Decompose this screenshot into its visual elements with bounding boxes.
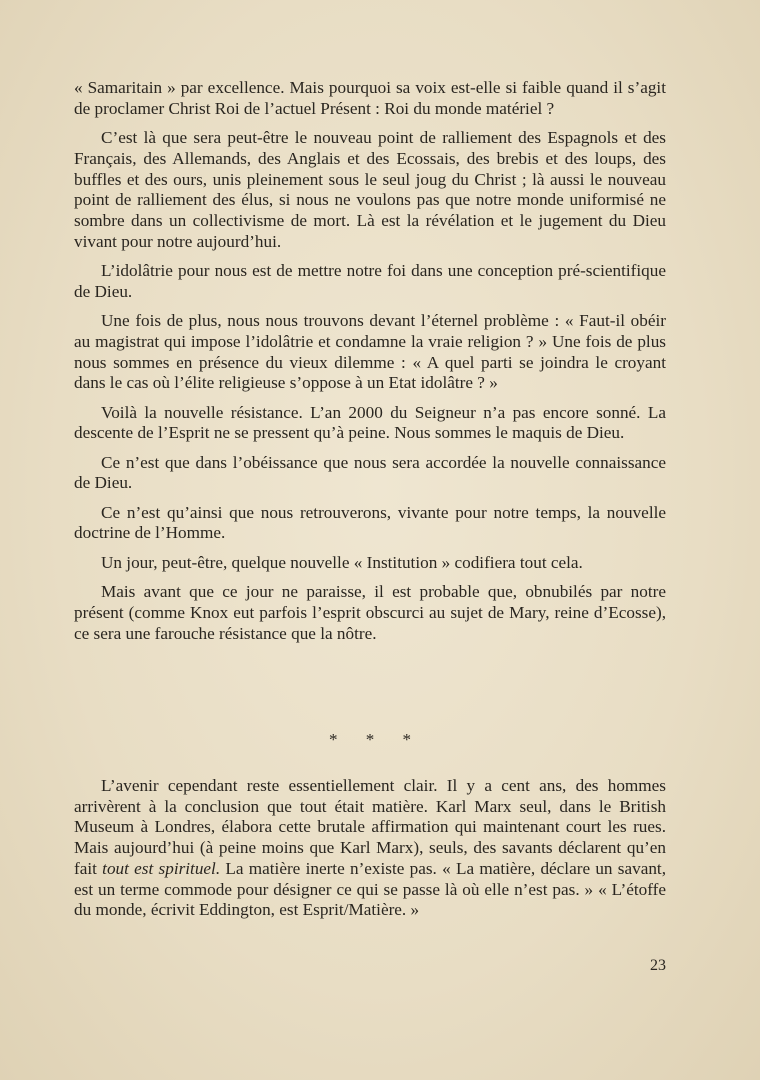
- paragraph: Une fois de plus, nous nous trouvons devant l’éternel problème : « Faut-il obéir au magistrat qui impose l’idolâtrie et condamne la vraie religion ? » Une fois de plus nous sommes en présence du vieux dilemme : « A quel parti se joindra le croyant dans le cas où l’élite religieuse s’oppose à un Etat idolâtre ? »: [74, 311, 666, 393]
- italic-phrase: tout est spirituel.: [102, 858, 221, 878]
- paragraph: Ce n’est que dans l’obéissance que nous sera accordée la nouvelle connaissance de Dieu.: [74, 452, 666, 493]
- paragraph: L’idolâtrie pour nous est de mettre notre foi dans une conception pré-scientifique de Dieu.: [74, 261, 666, 301]
- paragraph: « Samaritain » par excellence. Mais pourquoi sa voix est-elle si faible quand il s’agit de proclamer Christ Roi de l’actuel Présent : Roi du monde matériel ?: [74, 78, 666, 118]
- final-paragraph-text-start: L’avenir cependant reste essentiellement clair. Il y a cent ans, des hommes arrivèrent à la conclusion que tout était matière. Karl Marx seul, dans le British Museum à Londres, élabora cette brutale affirmation qui maintenant court les rues. Mais aujourd’hui (à peine moins que Karl Marx), seuls, des savants déclarent qu’en fait: [74, 776, 666, 878]
- paragraph: C’est là que sera peut-être le nouveau point de ralliement des Espagnols et des Français, des Allemands, des Anglais et des Ecossais, des brebis et des loups, des buffles et des ours, unis pleinement sous le seul joug du Christ ; là aussi le nouveau point de ralliement des élus, si nous ne voulons pas que notre monde uniformisé ne sombre dans un collectivisme de mort. Là est la révélation et le jugement du Dieu vivant pour notre aujourd’hui.: [74, 128, 666, 251]
- page-number: 23: [650, 957, 666, 974]
- main-text-block: [74, 78, 666, 644]
- paragraph: Mais avant que ce jour ne paraisse, il est probable que, obnubilés par notre présent (comme Knox eut parfois l’esprit obscurci au sujet de Mary, reine d’Ecosse), ce sera une farouche résistance que la nôtre.: [74, 582, 666, 643]
- final-paragraph: [74, 776, 666, 921]
- section-separator: * * *: [329, 730, 423, 749]
- closing-text-block: [74, 776, 666, 921]
- paragraph: Ce n’est qu’ainsi que nous retrouverons, vivante pour notre temps, la nouvelle doctrine de l’Homme.: [74, 502, 666, 543]
- final-paragraph-text-end: La matière inerte n’existe pas. « La matière, déclare un savant, est un terme commode pour désigner ce qui se passe là où elle n’est pas. » « L’étoffe du monde, écrivit Eddington, est Esprit/Matière. »: [74, 858, 666, 920]
- paragraph: Voilà la nouvelle résistance. L’an 2000 du Seigneur n’a pas encore sonné. La descente de l’Esprit ne se pressent qu’à peine. Nous sommes le maquis de Dieu.: [74, 402, 666, 443]
- paragraph: Un jour, peut-être, quelque nouvelle « Institution » codifiera tout cela.: [101, 552, 583, 572]
